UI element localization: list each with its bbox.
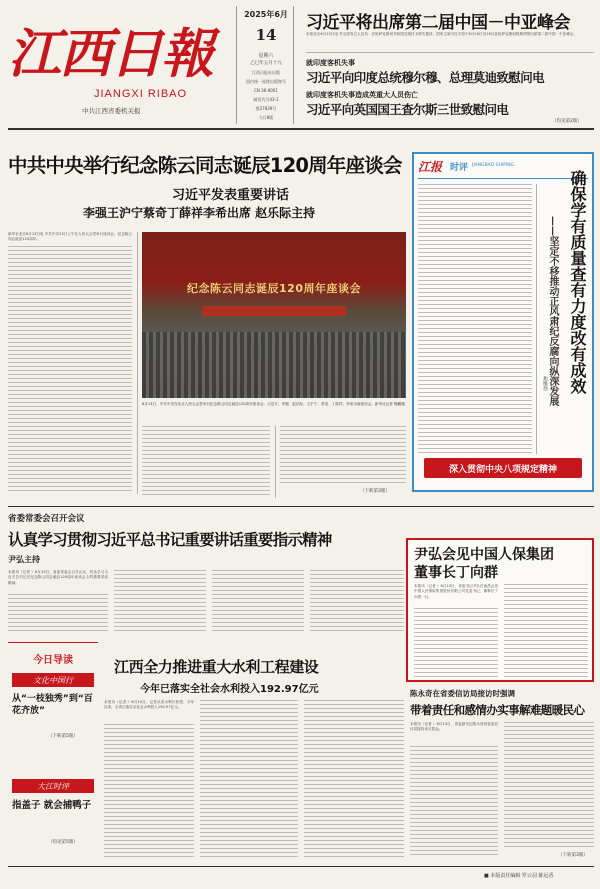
commentary-author: 焦维伟 — [542, 376, 548, 391]
continued-note: （下转第3版） — [360, 489, 390, 494]
meeting-lede: 本报讯（记者 ）6月13日，省委常委会召开会议，传达学习习近平总书记在纪念陈云同志诞辰120周年座谈会上的重要讲话精神。 — [8, 570, 108, 585]
water-body-col-3 — [304, 700, 404, 858]
main-body-col-1 — [8, 246, 132, 492]
column-name: 时评 — [450, 163, 469, 173]
visit-lede: 本报讯（记者 ）6月13日，省委副书记陈永奇到省委信访局接待来访群众。 — [410, 722, 498, 732]
guide-item-1-tag[interactable] — [12, 673, 94, 687]
main-body-col-2 — [142, 426, 270, 498]
divider — [275, 426, 276, 498]
see-page-note: （均见第2版） — [552, 119, 582, 124]
guide-tag-text: 大江时评 — [37, 782, 69, 791]
main-headline[interactable]: 中共中央举行纪念陈云同志诞辰120周年座谈会 — [8, 154, 402, 177]
guide-title: 今日导读 — [33, 655, 73, 666]
main-photo[interactable] — [142, 232, 406, 398]
guide-item-1-page: （下转第5版） — [48, 734, 78, 739]
date-panel — [236, 6, 294, 124]
guide-tag-text: 文化中国行 — [33, 676, 73, 685]
visit-kicker: 陈永奇在省委信访局接访时强调 — [410, 689, 515, 698]
banner-text: 深入贯彻中央八项规定精神 — [448, 465, 557, 475]
column-en: JIANGBAO SHIPING — [472, 163, 515, 168]
date-day: 14 — [255, 26, 277, 44]
masthead-rule — [8, 128, 594, 130]
info-line: 国内统一连续出版物号 — [246, 79, 286, 84]
info-line: CN 36-0001 — [254, 88, 278, 93]
meeting-box-headline-1[interactable]: 尹弘会见中国人保集团 — [414, 547, 554, 563]
commentary-box — [412, 152, 594, 492]
info-line: 邮发代号43-1 — [253, 97, 279, 102]
meeting-box — [406, 538, 594, 682]
main-lede: 新华社北京6月13日电 中共中央13日上午在人民大会堂举行座谈会，纪念陈云同志诞辰120周年。 — [8, 232, 132, 242]
meeting-box-body-1 — [414, 608, 498, 678]
commentary-banner[interactable] — [424, 458, 582, 478]
meeting-headline[interactable]: 认真学习贯彻习近平总书记重要讲话重要指示精神 — [8, 531, 332, 549]
visit-body-col-2 — [504, 722, 594, 848]
column-header — [418, 158, 538, 176]
main-body-col-3 — [280, 426, 406, 484]
commentary-title[interactable]: 确保学有质量查有力度改有成效 — [568, 170, 587, 394]
publisher-line: 中共江西省委机关报 — [82, 107, 141, 115]
meeting-body-col-2 — [114, 570, 206, 634]
guide-item-2-title[interactable]: 指盖子 就会捕鸭子 — [12, 800, 92, 811]
section-rule — [8, 506, 594, 507]
divider — [306, 52, 594, 53]
meeting-box-lede: 本报讯（记者 ）6月13日，省委书记尹弘在南昌会见中国人民保险集团股份有限公司党委书记、董事长丁向群一行。 — [414, 584, 498, 599]
date-lunar: 乙巳年五月十九 — [250, 61, 282, 66]
date-weekday: 星期六 — [258, 53, 274, 59]
column-logo: 江报 — [418, 160, 443, 174]
info-line: 第27839号 — [255, 106, 277, 111]
kicker: 就印度客机失事 — [306, 59, 355, 67]
headline-india-condolence[interactable]: 习近平向印度总统穆尔穆、总理莫迪致慰问电 — [306, 70, 545, 85]
visit-headline[interactable]: 带着责任和感情办实事解难题暖民心 — [410, 703, 585, 717]
footer-editors: ■ 本版责任编辑 罗云羽 陈远香 — [484, 873, 554, 879]
guide-panel — [8, 642, 98, 856]
photo-audience — [142, 332, 406, 398]
meeting-body-col-3 — [212, 570, 304, 634]
photo-podium — [202, 306, 346, 316]
newspaper-romanized: JIANGXI RIBAO — [94, 88, 188, 100]
guide-item-2-tag[interactable] — [12, 779, 94, 793]
newspaper-logo: 江西日報 — [8, 23, 212, 85]
meeting-box-body-2 — [504, 584, 588, 678]
water-headline[interactable]: 江西全力推进重大水利工程建设 — [114, 658, 319, 676]
main-attendees: 李强王沪宁蔡奇丁薛祥李希出席 赵乐际主持 — [83, 206, 316, 220]
kicker: 就印度客机失事造成英重大人员伤亡 — [306, 91, 418, 99]
photo-banner: 纪念陈云同志诞辰120周年座谈会 — [187, 282, 361, 295]
date-year-month: 2025年6月 — [244, 10, 288, 19]
water-subhead: 今年已落实全社会水利投入192.97亿元 — [140, 684, 319, 695]
commentary-body — [418, 184, 532, 454]
top-lead-body: 本报北京6月13日电 外交部发言人宣布：应哈萨克斯坦共和国总统托卡耶夫邀请，国家主席习近平将于6月16日至18日赴哈萨克斯坦阿斯塔纳出席第二届中国－中亚峰会。 — [306, 32, 577, 36]
water-body-col-2 — [200, 700, 298, 858]
headline-uk-condolence[interactable]: 习近平向英国国王查尔斯三世致慰问电 — [306, 102, 509, 117]
top-lead-headline[interactable]: 习近平将出席第二届中国－中亚峰会 — [306, 13, 570, 33]
water-body-col-1 — [104, 724, 194, 858]
visit-continued: （下转第3版） — [558, 853, 588, 858]
commentary-subtitle: ——坚定不移推动正风肃纪反腐向纵深发展 — [547, 216, 558, 406]
info-line: 江西日报社出版 — [252, 70, 280, 75]
info-line: 今日8版 — [258, 115, 274, 120]
divider — [418, 178, 588, 179]
divider — [536, 184, 537, 454]
photo-caption: 6月13日，中共中央在北京人民大会堂举行纪念陈云同志诞辰120周年座谈会。习近平、李强、赵乐际、王沪宁、蔡奇、丁薛祥、李希出席座谈会。新华社记者 鞠鹏摄 — [142, 402, 405, 406]
footer-rule — [8, 866, 594, 867]
meeting-body-col-4 — [310, 570, 404, 634]
guide-item-1-title[interactable]: 从“一枝独秀”到“百花齐放” — [12, 694, 93, 716]
main-subhead: 习近平发表重要讲话 — [172, 188, 290, 203]
visit-body-col-1 — [410, 746, 498, 858]
guide-item-2-page: （均见第5版） — [48, 840, 78, 845]
meeting-box-headline-2[interactable]: 董事长丁向群 — [414, 565, 498, 581]
meeting-kicker: 省委常委会召开会议 — [8, 514, 85, 524]
water-lede: 本报讯（记者 ）6月13日，记者从省水利厅获悉，今年以来，全省已落实全社会水利投入192.97亿元。 — [104, 700, 194, 710]
meeting-body-col-1 — [8, 594, 108, 634]
masthead — [8, 6, 232, 126]
divider — [137, 232, 138, 494]
meeting-presider: 尹弘主持 — [8, 555, 40, 564]
